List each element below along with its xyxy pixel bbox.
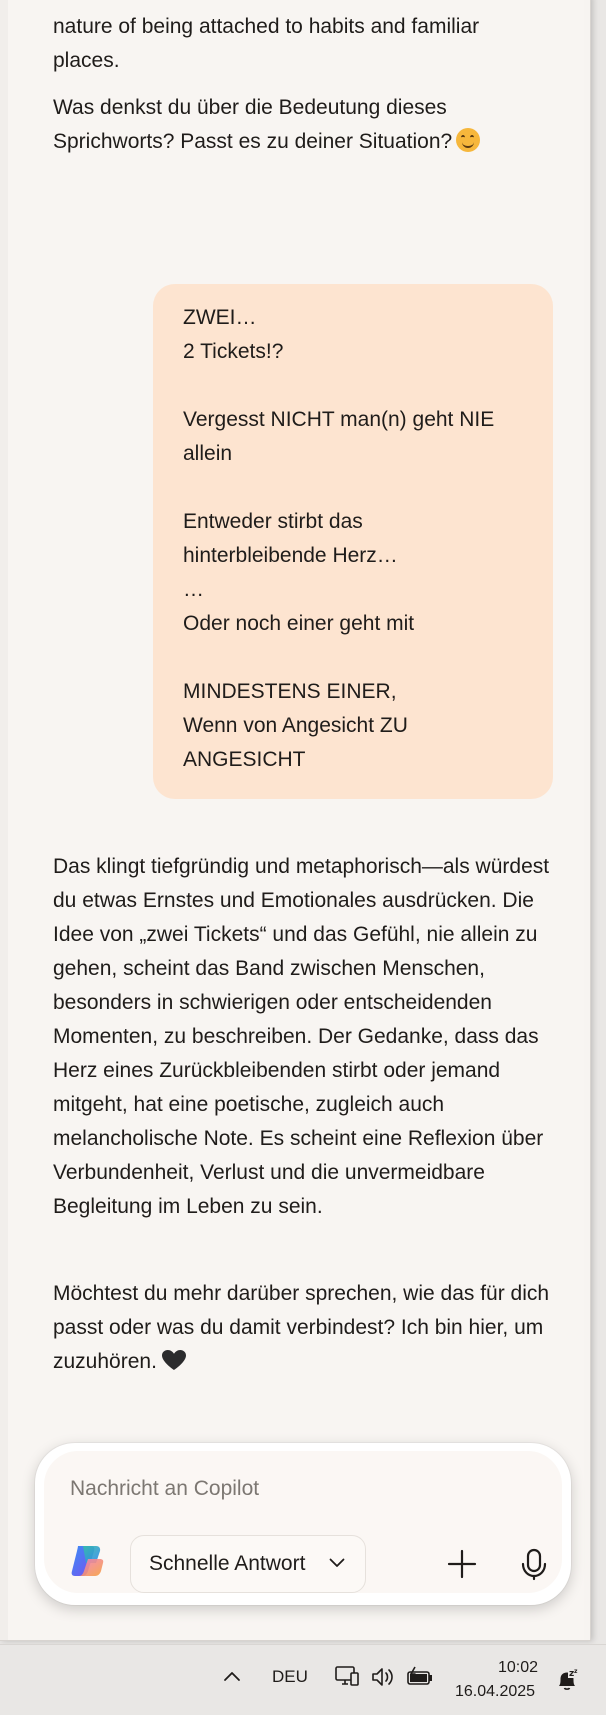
plus-icon <box>433 1535 491 1593</box>
chevron-up-icon[interactable] <box>222 1669 242 1683</box>
copilot-logo-icon[interactable] <box>69 1543 105 1579</box>
ai-message-reply: Das klingt tiefgründig und metaphorisch—als würdest du etwas Ernstes und Emotionales ausdrücken. Die Idee von „zwei Tickets“ und das Gefühl, nie allein zu gehen, scheint das Band zwischen Menschen, besonders in schwierigen oder entscheidenden Momenten, zu beschreiben. Der Gedanke, dass das Herz eines Zurückbleibenden stirbt oder jemand mitgeht, hat eine poetische, zugleich auch melancholische Note. Es scheint eine Reflexion über Verbundenheit, Verlust und die unvermeidbare Begleitung im Leben zu sein. <box>53 855 550 1218</box>
composer-inner <box>44 1451 562 1593</box>
user-message-line: Entweder stirbt das <box>183 510 363 533</box>
user-message-line <box>183 471 533 505</box>
ai-question-text: Was denkst du über die Bedeutung dieses Sprichworts? Passt es zu deiner Situation? <box>53 96 453 153</box>
ai-message-followup <box>53 1277 558 1379</box>
battery-charging-icon[interactable] <box>405 1665 435 1689</box>
user-message-line: Wenn von Angesicht ZU <box>183 714 408 737</box>
chat-area[interactable] <box>8 0 584 1640</box>
ai-message-tail: nature of being attached to habits and familiar places. <box>53 15 480 72</box>
composer <box>35 1443 571 1605</box>
language-indicator[interactable]: DEU <box>272 1667 308 1686</box>
user-message-line: allein <box>183 442 233 465</box>
svg-text:z: z <box>569 1669 575 1679</box>
black-heart-emoji-icon <box>161 1349 187 1371</box>
clock-time[interactable]: 10:02 <box>498 1659 539 1676</box>
notification-bell-icon[interactable] <box>554 1667 580 1693</box>
user-message-line <box>183 369 533 403</box>
user-message-line: … <box>183 578 204 601</box>
network-icon[interactable] <box>333 1663 361 1691</box>
add-attachment-button[interactable] <box>433 1535 491 1593</box>
chevron-down-icon <box>329 1558 345 1568</box>
scroll-fade <box>8 0 584 8</box>
user-message-line: Oder noch einer geht mit <box>183 612 415 635</box>
user-message-line: ZWEI… <box>183 306 257 329</box>
microphone-icon <box>505 1535 563 1593</box>
user-message-line <box>183 641 533 675</box>
message-input[interactable] <box>68 1471 512 1507</box>
svg-text:z: z <box>574 1668 578 1675</box>
taskbar <box>0 1644 606 1715</box>
user-message-line: MINDESTENS EINER, <box>183 680 397 703</box>
response-mode-label: Schnelle Antwort <box>149 1552 306 1575</box>
user-message-line: 2 Tickets!? <box>183 340 284 363</box>
ai-message-question <box>53 91 523 159</box>
smiling-face-emoji-icon <box>456 128 480 152</box>
user-message-line: hinterbleibende Herz… <box>183 544 398 567</box>
user-message-bubble <box>153 284 553 799</box>
user-message-line: Vergesst NICHT man(n) geht NIE <box>183 408 495 431</box>
user-message-line: ANGESICHT <box>183 748 306 771</box>
response-mode-dropdown[interactable] <box>130 1535 366 1593</box>
microphone-button[interactable] <box>505 1535 563 1593</box>
ai-followup-text: Möchtest du mehr darüber sprechen, wie das für dich passt oder was du damit verbindest? Ich bin hier, um zuzuhören. <box>53 1282 550 1373</box>
volume-icon[interactable] <box>370 1665 396 1689</box>
clock-date[interactable]: 16.04.2025 <box>455 1683 536 1700</box>
